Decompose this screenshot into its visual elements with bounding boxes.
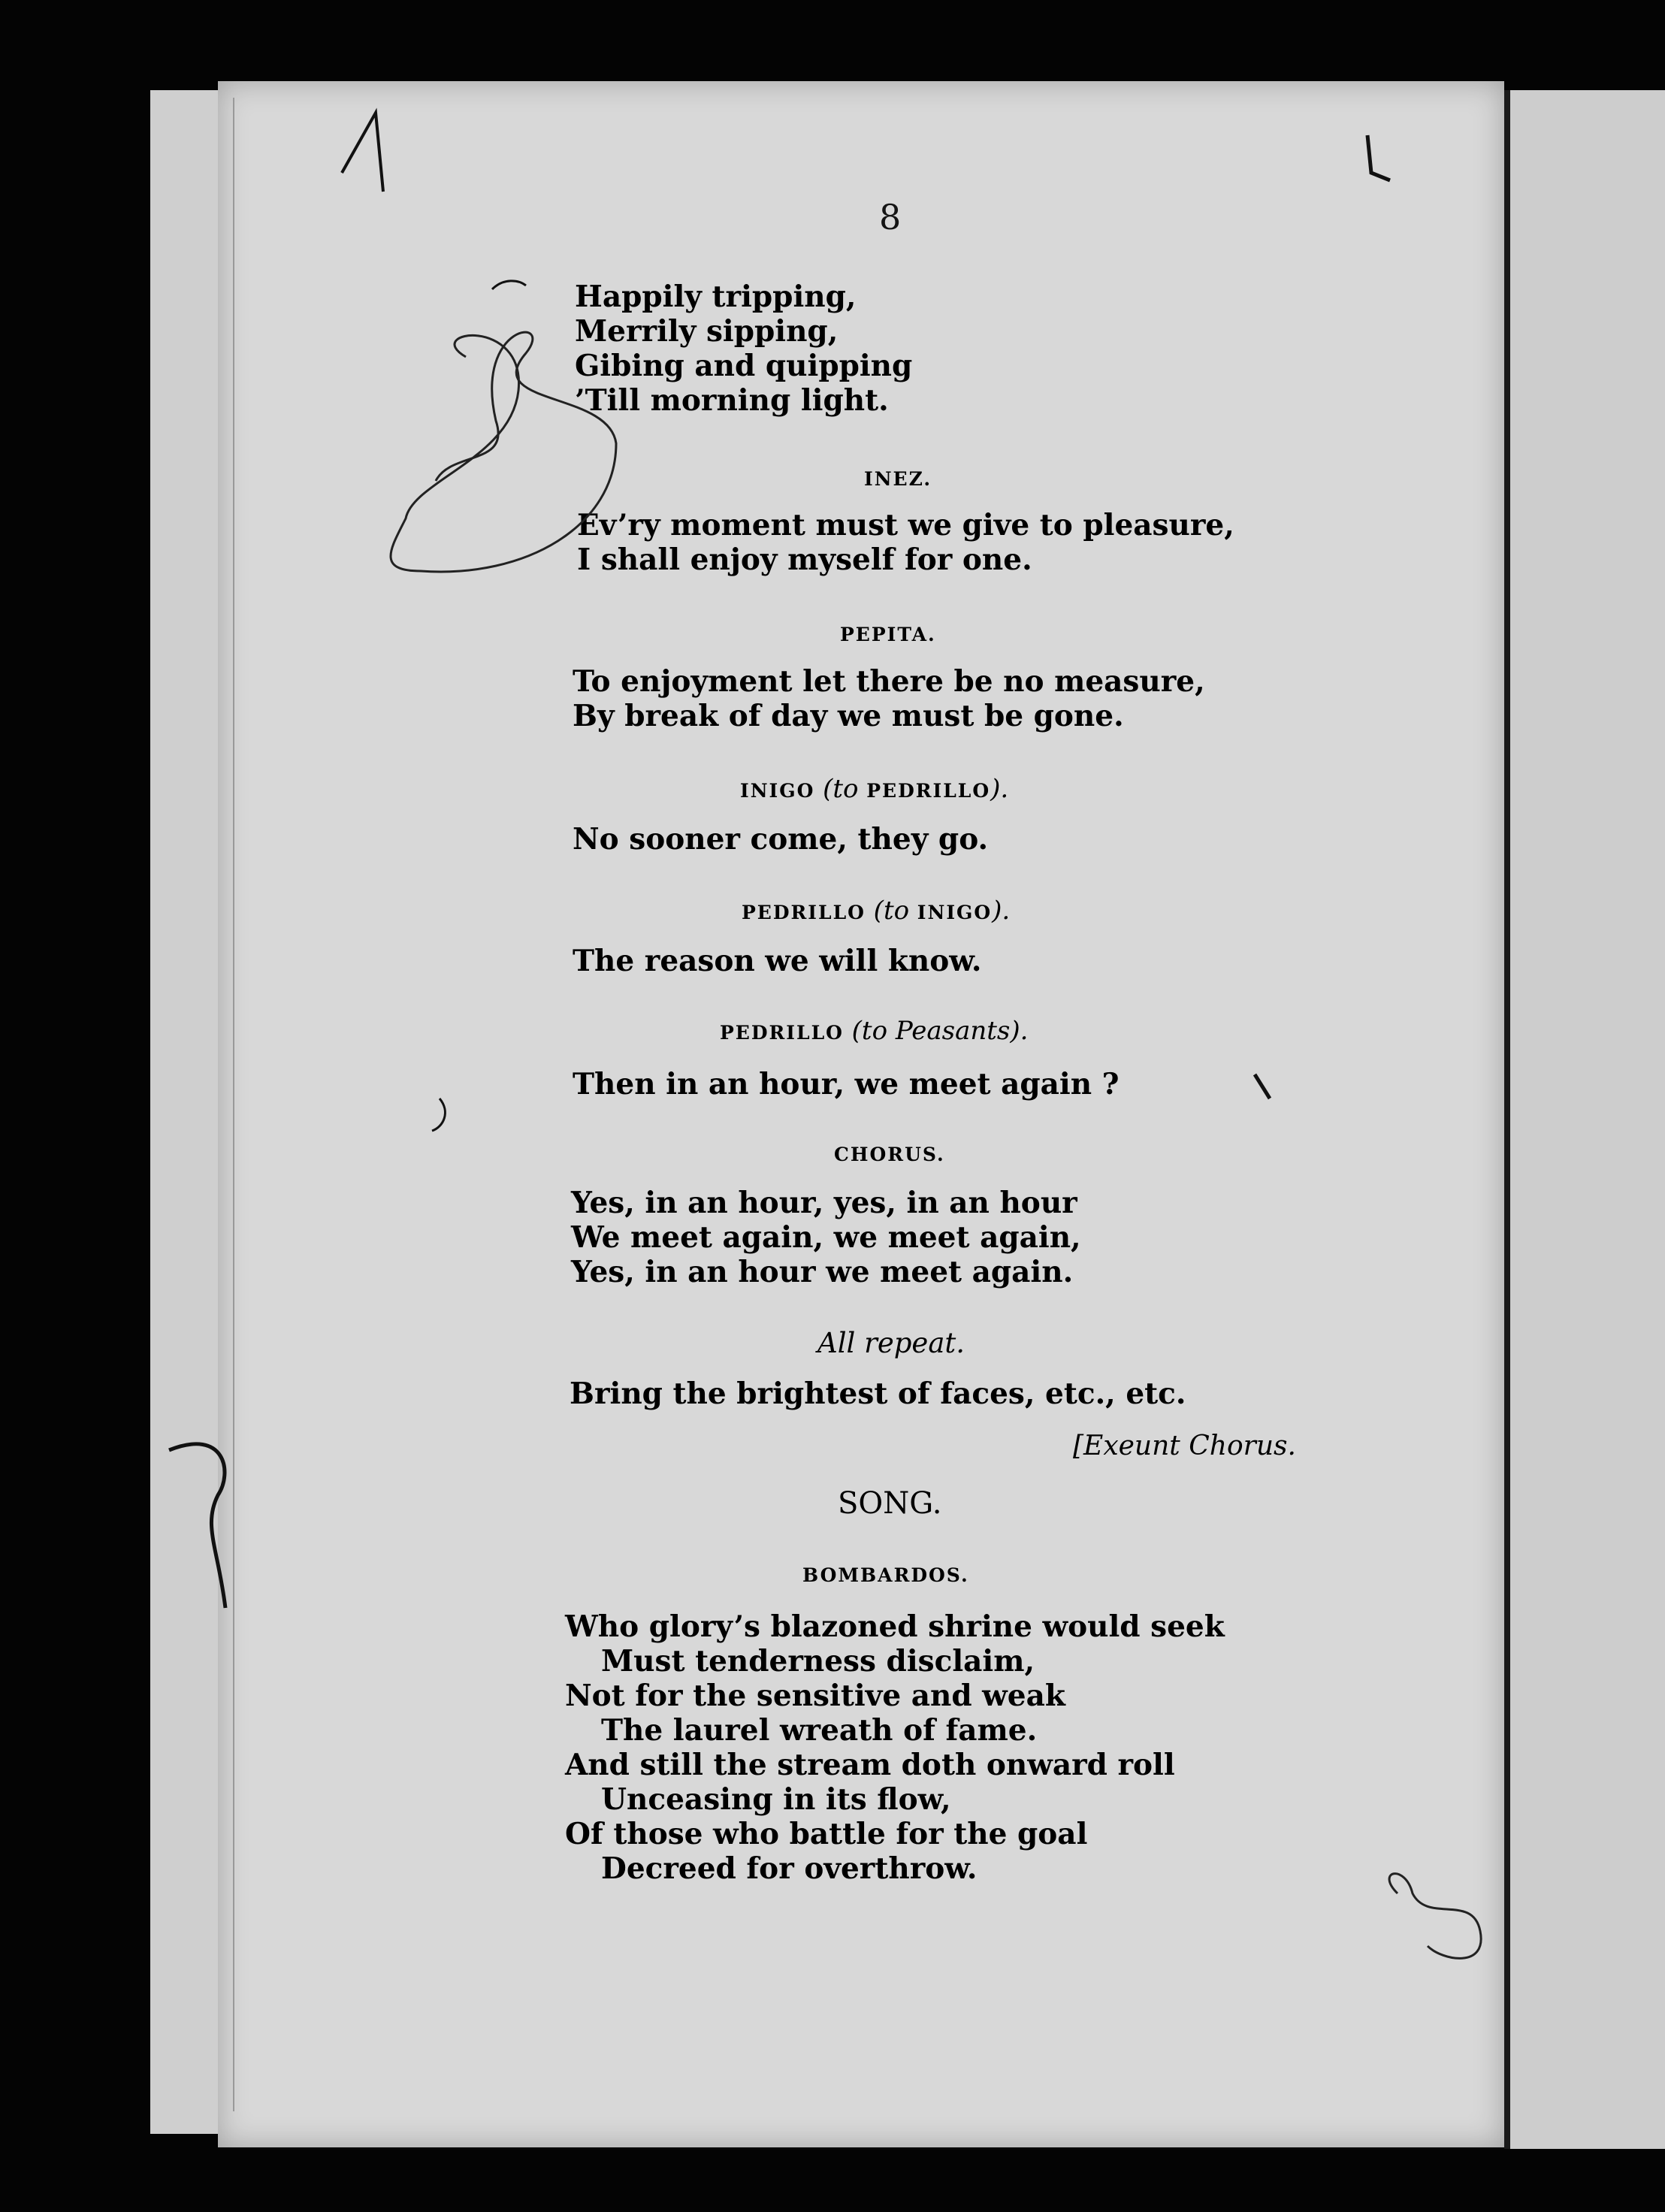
repeat-line: Bring the brightest of faces, etc., etc.: [570, 1376, 1186, 1411]
verse-line: And still the stream doth onward roll: [565, 1748, 1175, 1782]
speaker-name: PEDRILLO: [742, 902, 866, 923]
direction-target: PEDRILLO: [866, 780, 991, 802]
hair-mark: [342, 113, 383, 192]
verse-line: To enjoyment let there be no measure,: [573, 664, 1205, 699]
stage-direction-close: ).: [992, 896, 1011, 926]
stage-direction: (: [873, 896, 884, 926]
verse-line: Gibing and quipping: [575, 349, 913, 383]
stage-direction-to: to: [832, 774, 859, 804]
speaker-bombardos: BOMBARDOS.: [802, 1564, 969, 1586]
hair-mark: [169, 1444, 225, 1608]
verse-line: Yes, in an hour, yes, in an hour: [571, 1186, 1077, 1220]
hair-mark: [1389, 1874, 1481, 1959]
verse-line: Merrily sipping,: [575, 314, 839, 349]
verse-line: Unceasing in its flow,: [601, 1782, 951, 1817]
stage-direction: (to Peasants).: [851, 1016, 1029, 1046]
verse-line: Who glory’s blazoned shrine would seek: [565, 1609, 1225, 1644]
stage-direction-close: ).: [990, 774, 1009, 804]
inigo-line: No sooner come, they go.: [573, 822, 989, 857]
verse-line: We meet again, we meet again,: [571, 1220, 1081, 1255]
speaker-name: PEDRILLO: [720, 1022, 844, 1044]
verse-line: Ev’ry moment must we give to pleasure,: [577, 508, 1234, 542]
speaker-name: INIGO: [740, 780, 815, 802]
pedrillo-line: The reason we will know.: [573, 944, 982, 978]
verse-line: Decreed for overthrow.: [601, 1851, 978, 1886]
speaker-pepita: PEPITA.: [840, 624, 936, 645]
hair-mark: [1255, 1074, 1270, 1098]
verse-line: Must tenderness disclaim,: [601, 1644, 1035, 1679]
verse-line: Happily tripping,: [575, 280, 857, 314]
stage-direction: (: [823, 774, 833, 804]
speaker-inez: INEZ.: [864, 468, 932, 490]
verse-line: Yes, in an hour we meet again.: [571, 1255, 1074, 1289]
verse-line: Of those who battle for the goal: [565, 1817, 1088, 1851]
hair-mark: [1367, 135, 1390, 180]
verse-line: By break of day we must be gone.: [573, 699, 1124, 733]
pedrillo-peasants-line: Then in an hour, we meet again ?: [573, 1067, 1120, 1101]
page-number: 8: [879, 197, 902, 237]
stage-direction-to: to: [883, 896, 910, 926]
speaker-chorus: CHORUS.: [834, 1144, 945, 1165]
verse-line: Not for the sensitive and weak: [565, 1679, 1065, 1713]
song-heading: SONG.: [838, 1486, 942, 1521]
hair-mark: [492, 281, 526, 289]
hair-mark: [391, 332, 616, 572]
exeunt-direction: [Exeunt Chorus.: [1073, 1431, 1296, 1461]
verse-line: ’Till morning light.: [575, 383, 889, 418]
verse-line: I shall enjoy myself for one.: [577, 542, 1032, 577]
direction-target: INIGO: [917, 902, 993, 923]
all-repeat-direction: All repeat.: [817, 1327, 965, 1359]
hair-mark: [432, 1098, 445, 1131]
verse-line: The laurel wreath of fame.: [601, 1713, 1038, 1748]
